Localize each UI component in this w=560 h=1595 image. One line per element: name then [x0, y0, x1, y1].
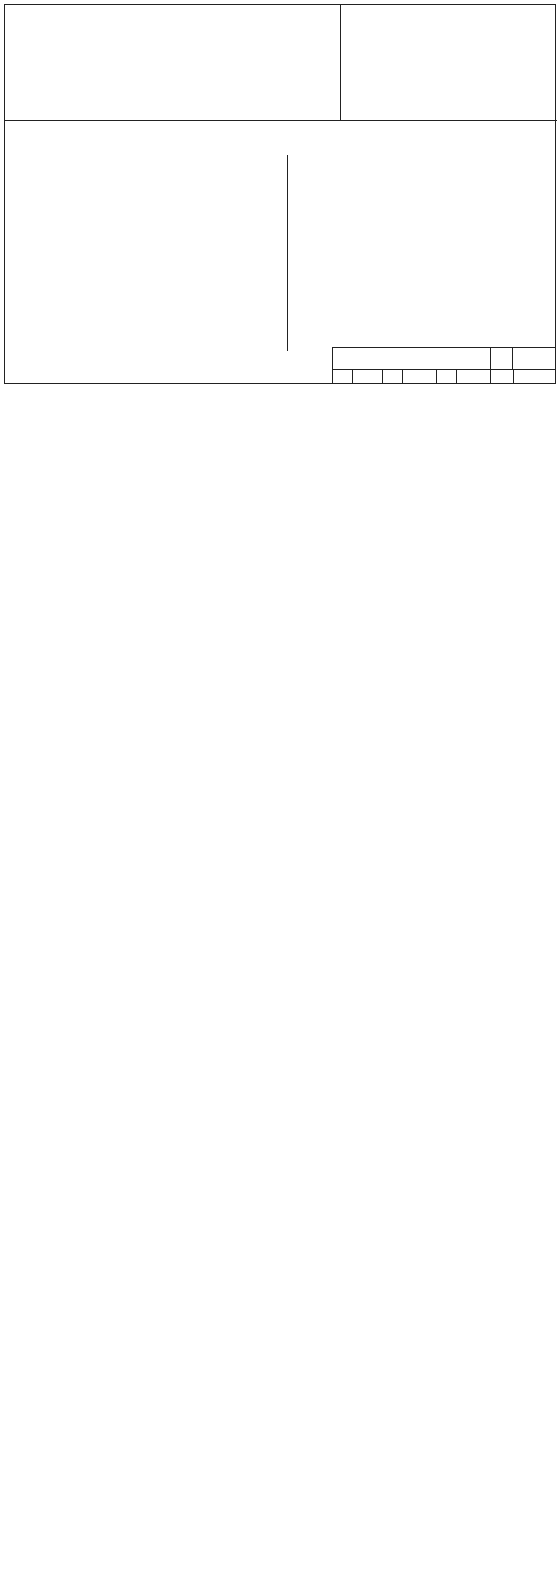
- sign-row: [333, 370, 556, 384]
- column-divider: [287, 155, 288, 351]
- title-block-code-label: [491, 348, 513, 370]
- responsible-persons: [342, 5, 557, 121]
- meta-row: [27, 57, 275, 68]
- meta-row: [27, 99, 275, 110]
- signature: [457, 370, 491, 384]
- signature: [403, 370, 437, 384]
- cover-header: [5, 5, 557, 121]
- cover-info: [5, 5, 341, 121]
- title-block: [332, 347, 555, 383]
- page-number: [514, 370, 556, 384]
- meta-row: [27, 78, 275, 89]
- sheet-1: [4, 4, 556, 384]
- title-block-name: [333, 348, 491, 370]
- signature: [353, 370, 383, 384]
- title-block-code: [514, 348, 556, 370]
